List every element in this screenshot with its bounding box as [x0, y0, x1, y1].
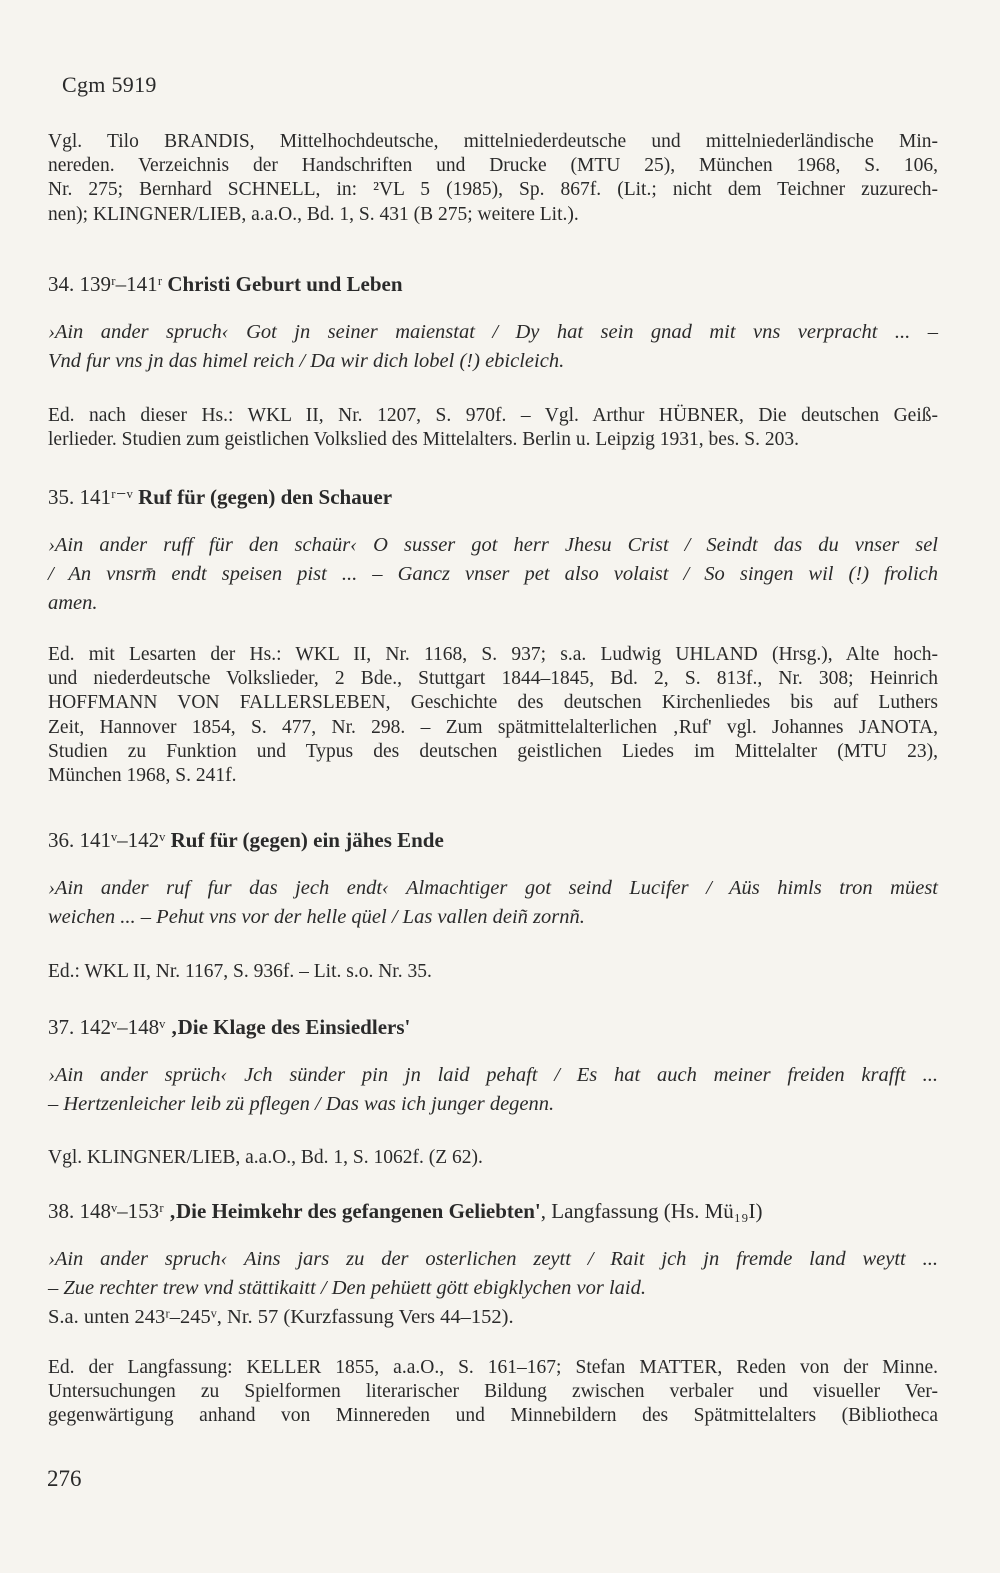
entry-number: 38. — [48, 1199, 75, 1223]
quote-line: – Hertzenleicher leib zü pflegen / Das was ich junger degenn. — [48, 1093, 555, 1115]
text-line: und niederdeutsche Volkslieder, 2 Bde., Stuttgart 1844–1845, Bd. 2, S. 813f., Nr. 308; Heinrich — [48, 668, 938, 690]
edition-note — [48, 643, 938, 788]
folio-range: 141ᵛ–142ᵛ — [79, 828, 166, 852]
text-line: nereden. Verzeichnis der Handschriften und Drucke (MTU 25), München 1968, S. 106, — [48, 155, 938, 177]
quote-line: ›Ain ander ruf fur das jech endt‹ Almachtiger got seind Lucifer / Aüs himls tron müest — [48, 877, 938, 899]
incipit-explicit — [48, 1061, 938, 1119]
quote-line: ›Ain ander ruff für den schaür‹ O susser got herr Jhesu Crist / Seindt das du vnser sel — [48, 534, 938, 556]
running-header: Cgm 5919 — [62, 72, 157, 97]
text-line: Ed. nach dieser Hs.: WKL II, Nr. 1207, S. 970f. – Vgl. Arthur HÜBNER, Die deutschen Geiß- — [48, 405, 938, 426]
entry-title: Ruf für (gegen) ein jähes Ende — [170, 828, 444, 852]
entry-number: 34. — [48, 272, 75, 296]
entry-heading — [48, 828, 938, 852]
folio-range: 139ʳ–141ʳ — [79, 272, 163, 296]
entry-title: ‚Die Heimkehr des gefangenen Geliebten' — [169, 1199, 541, 1223]
edition-note — [48, 960, 938, 984]
quote-line: / An vnsrm̄ endt speisen pist ... – Gancz vnser pet also volaist / So singen wil (!) frolich — [48, 563, 938, 585]
text-line: gegenwärtigung anhand von Minnereden und Minnebildern des Spätmittelalters (Bibliotheca — [48, 1405, 938, 1427]
quote-line: ›Ain ander sprüch‹ Jch sünder pin jn laid pehaft / Es hat auch meiner freiden krafft ... — [48, 1064, 938, 1086]
text-line: Ed.: WKL II, Nr. 1167, S. 936f. – Lit. s.o. Nr. 35. — [48, 961, 432, 982]
text-line: München 1968, S. 241f. — [48, 765, 237, 787]
text-line: Zeit, Hannover 1854, S. 477, Nr. 298. – Zum spätmittelalterlichen ‚Ruf' vgl. Johannes JANOTA, — [48, 716, 938, 738]
incipit-explicit — [48, 874, 938, 932]
text-line: S.a. unten 243ʳ–245ᵛ, Nr. 57 (Kurzfassung Vers 44–152). — [48, 1306, 514, 1328]
page-number: 276 — [47, 1466, 82, 1491]
entry-number: 37. — [48, 1015, 75, 1039]
entry-heading — [48, 272, 938, 296]
text-line: Studien zu Funktion und Typus des deutschen geistlichen Liedes im Mittelalter (MTU 23), — [48, 740, 938, 762]
folio-range: 148ᵛ–153ʳ — [79, 1199, 164, 1223]
quote-line: – Zue rechter trew vnd stättikaitt / Den pehüett gött ebigklychen vor laid. — [48, 1277, 646, 1299]
text-line: Untersuchungen zu Spielformen literarischer Bildung zwischen verbaler und visueller Ver- — [48, 1381, 938, 1403]
incipit-explicit — [48, 1245, 938, 1303]
entry-number: 35. — [48, 485, 75, 509]
entry-heading — [48, 1199, 938, 1223]
text-line: lerlieder. Studien zum geistlichen Volkslied des Mittelalters. Berlin u. Leipzig 1931, bes. S. 203. — [48, 429, 799, 451]
see-also-note — [48, 1305, 938, 1329]
text-line: Ed. der Langfassung: KELLER 1855, a.a.O., S. 161–167; Stefan MATTER, Reden von der Minne. — [48, 1357, 938, 1378]
entry-title: Ruf für (gegen) den Schauer — [138, 485, 393, 509]
quote-line: weichen ... – Pehut vns vor der helle qüel / Las vallen deiñ zornñ. — [48, 906, 585, 928]
quote-line: ›Ain ander spruch‹ Got jn seiner maienstat / Dy hat sein gnad mit vns verpracht ... – — [48, 321, 938, 343]
folio-range: 141ʳ⁻ᵛ — [79, 485, 133, 509]
quote-line: Vnd fur vns jn das himel reich / Da wir dich lobel (!) ebicleich. — [48, 350, 565, 372]
intro-note — [48, 130, 938, 227]
entry-title-suffix: , Langfassung (Hs. Mü₁₉I) — [540, 1199, 763, 1223]
text-line: Vgl. KLINGNER/LIEB, a.a.O., Bd. 1, S. 1062f. (Z 62). — [48, 1147, 483, 1168]
incipit-explicit — [48, 531, 938, 618]
text-line: HOFFMANN VON FALLERSLEBEN, Geschichte des deutschen Kirchenliedes bis auf Luthers — [48, 692, 938, 714]
entry-number: 36. — [48, 828, 75, 852]
quote-line: ›Ain ander spruch‹ Ains jars zu der osterlichen zeytt / Rait jch jn fremde land weytt ... — [48, 1248, 938, 1270]
edition-note — [48, 1356, 938, 1429]
entry-title: Christi Geburt und Leben — [167, 272, 403, 296]
text-line: nen); KLINGNER/LIEB, a.a.O., Bd. 1, S. 431 (B 275; weitere Lit.). — [48, 203, 579, 225]
edition-note — [48, 404, 938, 452]
edition-note — [48, 1146, 938, 1170]
folio-range: 142ᵛ–148ᵛ — [79, 1015, 166, 1039]
entry-title: ‚Die Klage des Einsiedlers' — [170, 1015, 411, 1039]
entry-heading — [48, 1015, 938, 1039]
text-line: Nr. 275; Bernhard SCHNELL, in: ²VL 5 (1985), Sp. 867f. (Lit.; nicht dem Teichner zuzurech- — [48, 179, 938, 201]
text-line: Vgl. Tilo BRANDIS, Mittelhochdeutsche, mittelniederdeutsche und mittelniederländische Min- — [48, 131, 938, 152]
entry-heading — [48, 485, 938, 509]
text-line: Ed. mit Lesarten der Hs.: WKL II, Nr. 1168, S. 937; s.a. Ludwig UHLAND (Hrsg.), Alte hoch- — [48, 644, 938, 665]
quote-line: amen. — [48, 592, 98, 614]
incipit-explicit — [48, 318, 938, 376]
